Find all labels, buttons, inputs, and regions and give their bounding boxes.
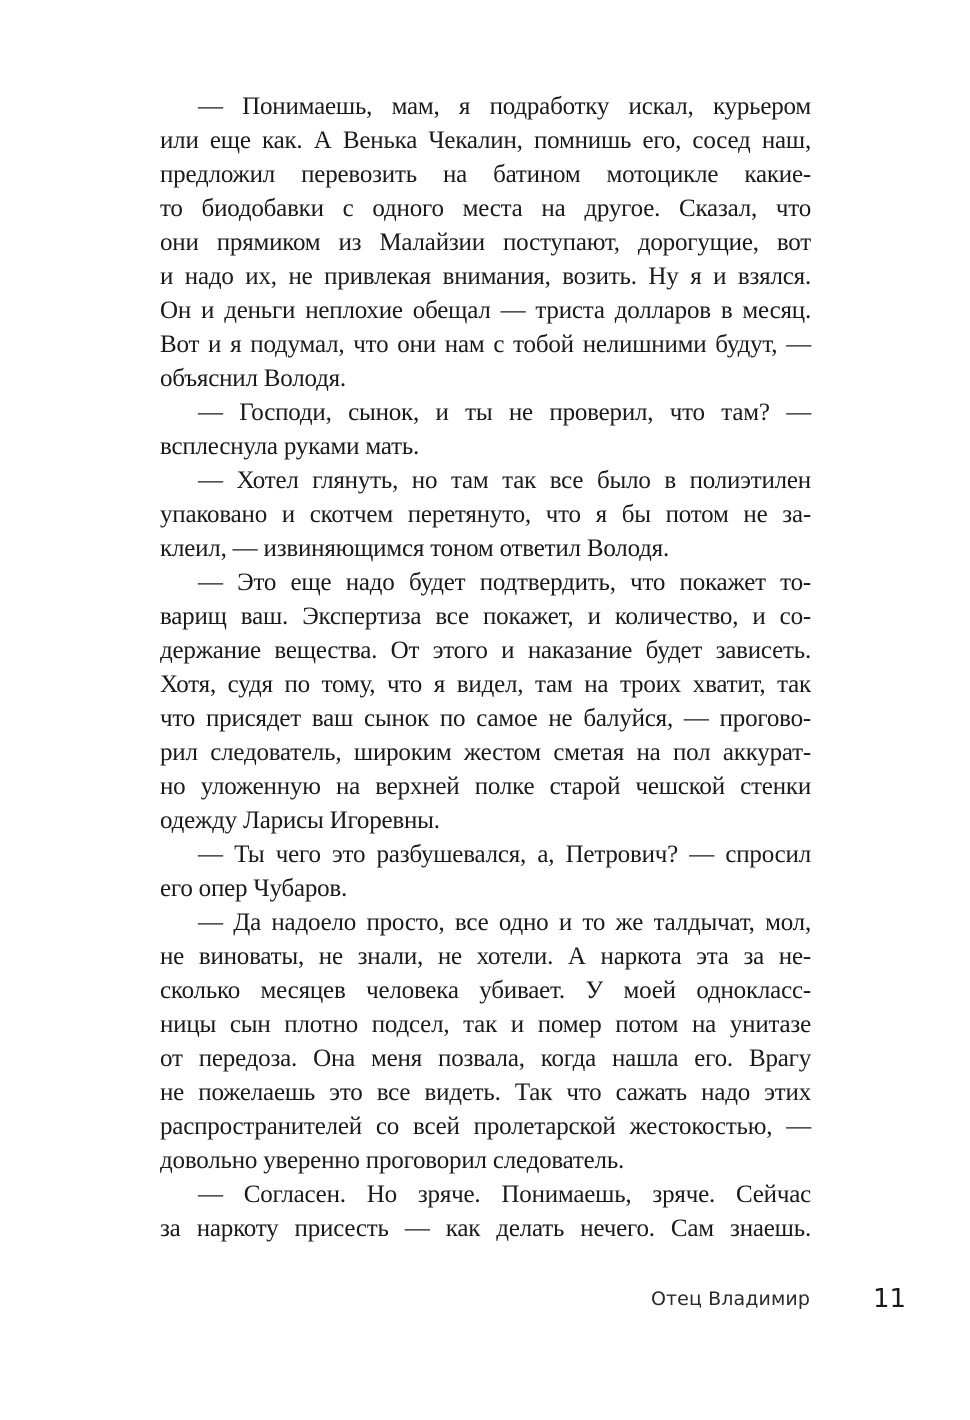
page-number: 11 <box>873 1284 907 1314</box>
body-text <box>160 90 811 1246</box>
page-footer <box>0 1284 970 1318</box>
paragraph-first-line: — Согласен. Но зряче. Понимаешь, зряче. Сейчас <box>198 1181 811 1208</box>
text-line: они прямиком из Малайзии поступают, дорогущие, вот <box>160 229 811 256</box>
text-line: не пожелаешь это все видеть. Так что сажать надо этих <box>160 1079 811 1106</box>
paragraph-first-line: — Понимаешь, мам, я подработку искал, курьером <box>198 93 811 120</box>
text-line: или еще как. А Венька Чекалин, помнишь его, сосед наш, <box>160 127 811 154</box>
running-title: Отец Владимир <box>650 1288 810 1310</box>
text-line: объяснил Володя. <box>160 365 346 392</box>
text-line: но уложенную на верхней полке старой чешской стенки <box>160 773 811 800</box>
text-line: клеил, — извиняющимся тоном ответил Володя. <box>160 535 670 562</box>
text-line: Вот и я подумал, что они нам с тобой нелишними будут, — <box>160 331 811 358</box>
paragraph-first-line: — Это еще надо будет подтвердить, что покажет то- <box>198 569 811 596</box>
paragraph-first-line: — Господи, сынок, и ты не проверил, что там? — <box>198 399 811 426</box>
text-line: упаковано и скотчем перетянуто, что я бы потом не за- <box>160 501 811 528</box>
text-line: одежду Ларисы Игоревны. <box>160 807 440 834</box>
text-line: всплеснула руками мать. <box>160 433 420 460</box>
text-line: его опер Чубаров. <box>160 875 348 902</box>
text-line: рил следователь, широким жестом сметая на пол аккурат- <box>160 739 811 766</box>
paragraph-first-line: — Хотел глянуть, но там так все было в полиэтилен <box>198 467 811 494</box>
text-line: не виноваты, не знали, не хотели. А наркота эта за не- <box>160 943 811 970</box>
text-line: предложил перевозить на батином мотоцикле какие- <box>160 161 811 188</box>
text-line: Хотя, судя по тому, что я видел, там на троих хватит, так <box>160 671 811 698</box>
text-line: довольно уверенно проговорил следователь. <box>160 1147 625 1174</box>
paragraph-first-line: — Ты чего это разбушевался, а, Петрович? — спросил <box>198 841 811 868</box>
text-line: что присядет ваш сынок по самое не балуйся, — прогово- <box>160 705 811 732</box>
text-line: то биодобавки с одного места на другое. Сказал, что <box>160 195 811 222</box>
text-line: сколько месяцев человека убивает. У моей однокласс- <box>160 977 811 1004</box>
text-line: ницы сын плотно подсел, так и помер потом на унитазе <box>160 1011 811 1038</box>
text-line: за наркоту присесть — как делать нечего. Сам знаешь. <box>160 1215 811 1242</box>
text-line: держание вещества. От этого и наказание будет зависеть. <box>160 637 811 664</box>
text-line: Он и деньги неплохие обещал — триста долларов в месяц. <box>160 297 811 324</box>
text-line: и надо их, не привлекая внимания, возить. Ну я и взялся. <box>160 263 811 290</box>
text-line: варищ ваш. Экспертиза все покажет, и количество, и со- <box>160 603 811 630</box>
text-line: распространителей со всей пролетарской жестокостью, — <box>160 1113 811 1140</box>
paragraph-first-line: — Да надоело просто, все одно и то же талдычат, мол, <box>198 909 811 936</box>
text-line: от передоза. Она меня позвала, когда нашла его. Врагу <box>160 1045 811 1072</box>
